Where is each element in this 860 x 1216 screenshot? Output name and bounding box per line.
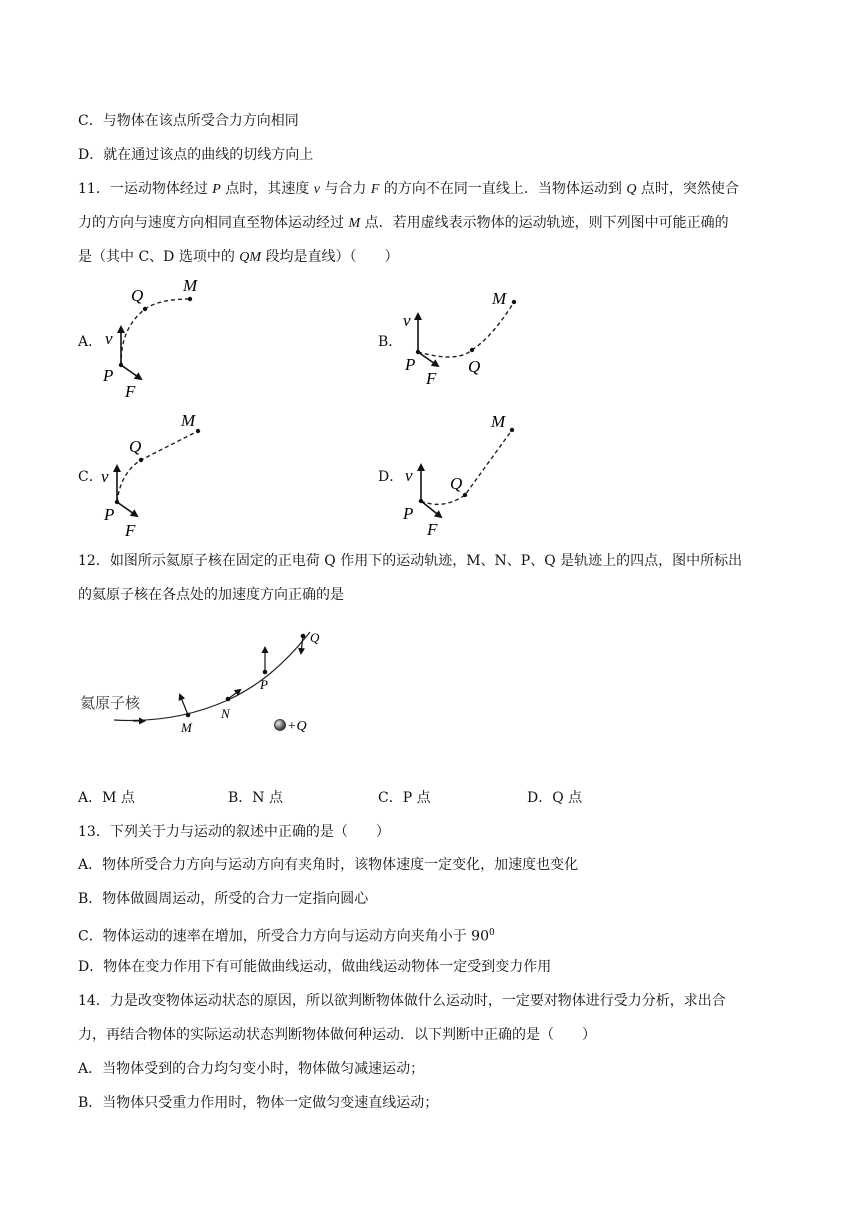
trajectory-curve bbox=[114, 632, 310, 720]
label-m: M bbox=[183, 276, 198, 295]
trajectory-curve bbox=[418, 302, 514, 357]
q11-stem-line-1: 11．一运动物体经过 P 点时，其速度 v 与合力 F 的方向不在同一直线上．当物体运动到 Q 点时，突然使合 bbox=[78, 181, 739, 197]
label-m: M bbox=[181, 411, 196, 430]
q11-option-d-label: D． bbox=[378, 469, 404, 485]
label-v: v bbox=[105, 329, 113, 348]
trajectory-curve bbox=[121, 299, 190, 365]
q11-figure-c bbox=[95, 410, 225, 540]
label-p: P bbox=[405, 355, 416, 374]
label-v: v bbox=[101, 467, 109, 486]
q12-option-c: C．P 点 bbox=[378, 790, 431, 806]
label-positive-charge: +Q bbox=[287, 719, 307, 734]
q13-stem: 13．下列关于力与运动的叙述中正确的是（ ） bbox=[78, 824, 390, 840]
acceleration-arrow-m bbox=[180, 695, 188, 715]
label-p: P bbox=[103, 366, 114, 385]
q10-option-d: D．就在通过该点的曲线的切线方向上 bbox=[78, 147, 314, 163]
label-f: F bbox=[426, 369, 437, 388]
point-p bbox=[419, 499, 423, 503]
q11-option-b-label: B． bbox=[378, 334, 403, 350]
label-m: M bbox=[491, 412, 506, 431]
label-p: P bbox=[104, 505, 115, 524]
helium-nucleus-label: 氦原子核 bbox=[80, 694, 141, 712]
label-q: Q bbox=[310, 630, 320, 645]
label-q: Q bbox=[450, 474, 463, 493]
label-q: Q bbox=[468, 357, 481, 376]
point-p bbox=[119, 363, 123, 367]
q11-option-c-label: C． bbox=[78, 469, 103, 485]
q13-option-a: A．物体所受合力方向与运动方向有夹角时，该物体速度一定变化，加速度也变化 bbox=[78, 857, 579, 873]
label-f: F bbox=[125, 521, 136, 540]
point-q bbox=[139, 458, 143, 462]
q14-stem-line-2: 力，再结合物体的实际运动状态判断物体做何种运动．以下判断中正确的是（ ） bbox=[78, 1027, 596, 1043]
point-q bbox=[463, 493, 467, 497]
q13-option-c: C．物体运动的速率在增加，所受合力方向与运动方向夹角小于 $90^0$ bbox=[78, 928, 495, 945]
q12-option-d: D．Q 点 bbox=[527, 790, 583, 806]
q11-figure-a bbox=[95, 275, 215, 400]
acceleration-arrow-q bbox=[301, 636, 303, 653]
point-m bbox=[512, 300, 516, 304]
q12-option-a: A．M 点 bbox=[78, 790, 135, 806]
q10-option-c: C．与物体在该点所受合力方向相同 bbox=[78, 113, 299, 129]
q12-stem-line-1: 12．如图所示氦原子核在固定的正电荷 Q 作用下的运动轨迹，M、N、P、Q 是轨迹上的四点，图中所标出 bbox=[78, 553, 743, 569]
label-f: F bbox=[427, 520, 438, 539]
label-v: v bbox=[403, 311, 411, 330]
label-p: P bbox=[260, 677, 268, 692]
label-p: P bbox=[403, 504, 414, 523]
point-q bbox=[143, 307, 147, 311]
q12-stem-line-2: 的氦原子核在各点处的加速度方向正确的是 bbox=[78, 587, 344, 603]
trajectory-curve bbox=[421, 430, 512, 504]
q13-option-b: B．物体做圆周运动，所受的合力一定指向圆心 bbox=[78, 891, 369, 907]
q11-stem-line-3: 是（其中 C、D 选项中的 QM 段均是直线）（ ） bbox=[78, 249, 399, 265]
point-m bbox=[188, 297, 192, 301]
q12-option-b: B．N 点 bbox=[228, 790, 283, 806]
label-n: N bbox=[221, 706, 230, 721]
point-p bbox=[115, 500, 119, 504]
q11-stem-line-2: 力的方向与速度方向相同直至物体运动经过 M 点．若用虚线表示物体的运动轨迹，则下列图中可能正确的 bbox=[78, 215, 729, 231]
label-m: M bbox=[181, 720, 192, 735]
label-m: M bbox=[492, 289, 507, 308]
label-q: Q bbox=[129, 437, 142, 456]
q14-stem-line-1: 14．力是改变物体运动状态的原因，所以欲判断物体做什么运动时，一定要对物体进行受力分析，求出合 bbox=[78, 993, 726, 1009]
force-arrow bbox=[117, 502, 137, 516]
q11-figure-b bbox=[400, 280, 550, 400]
q13-option-d: D．物体在变力作用下有可能做曲线运动，做曲线运动物体一定受到变力作用 bbox=[78, 959, 552, 975]
point-m bbox=[196, 429, 200, 433]
point-m bbox=[510, 428, 514, 432]
label-v: v bbox=[405, 466, 413, 485]
q14-option-a: A．当物体受到的合力均匀变小时，物体做匀减速运动； bbox=[78, 1061, 425, 1077]
label-q: Q bbox=[131, 286, 144, 305]
label-f: F bbox=[125, 382, 136, 401]
q12-figure bbox=[78, 620, 378, 750]
force-arrow bbox=[121, 365, 141, 379]
point-q bbox=[470, 348, 474, 352]
point-p bbox=[416, 350, 420, 354]
positive-charge bbox=[275, 720, 286, 731]
q11-option-a-label: A． bbox=[78, 334, 103, 350]
q14-option-b: B．当物体只受重力作用时，物体一定做匀变速直线运动； bbox=[78, 1095, 439, 1111]
q11-figure-d bbox=[395, 405, 535, 540]
